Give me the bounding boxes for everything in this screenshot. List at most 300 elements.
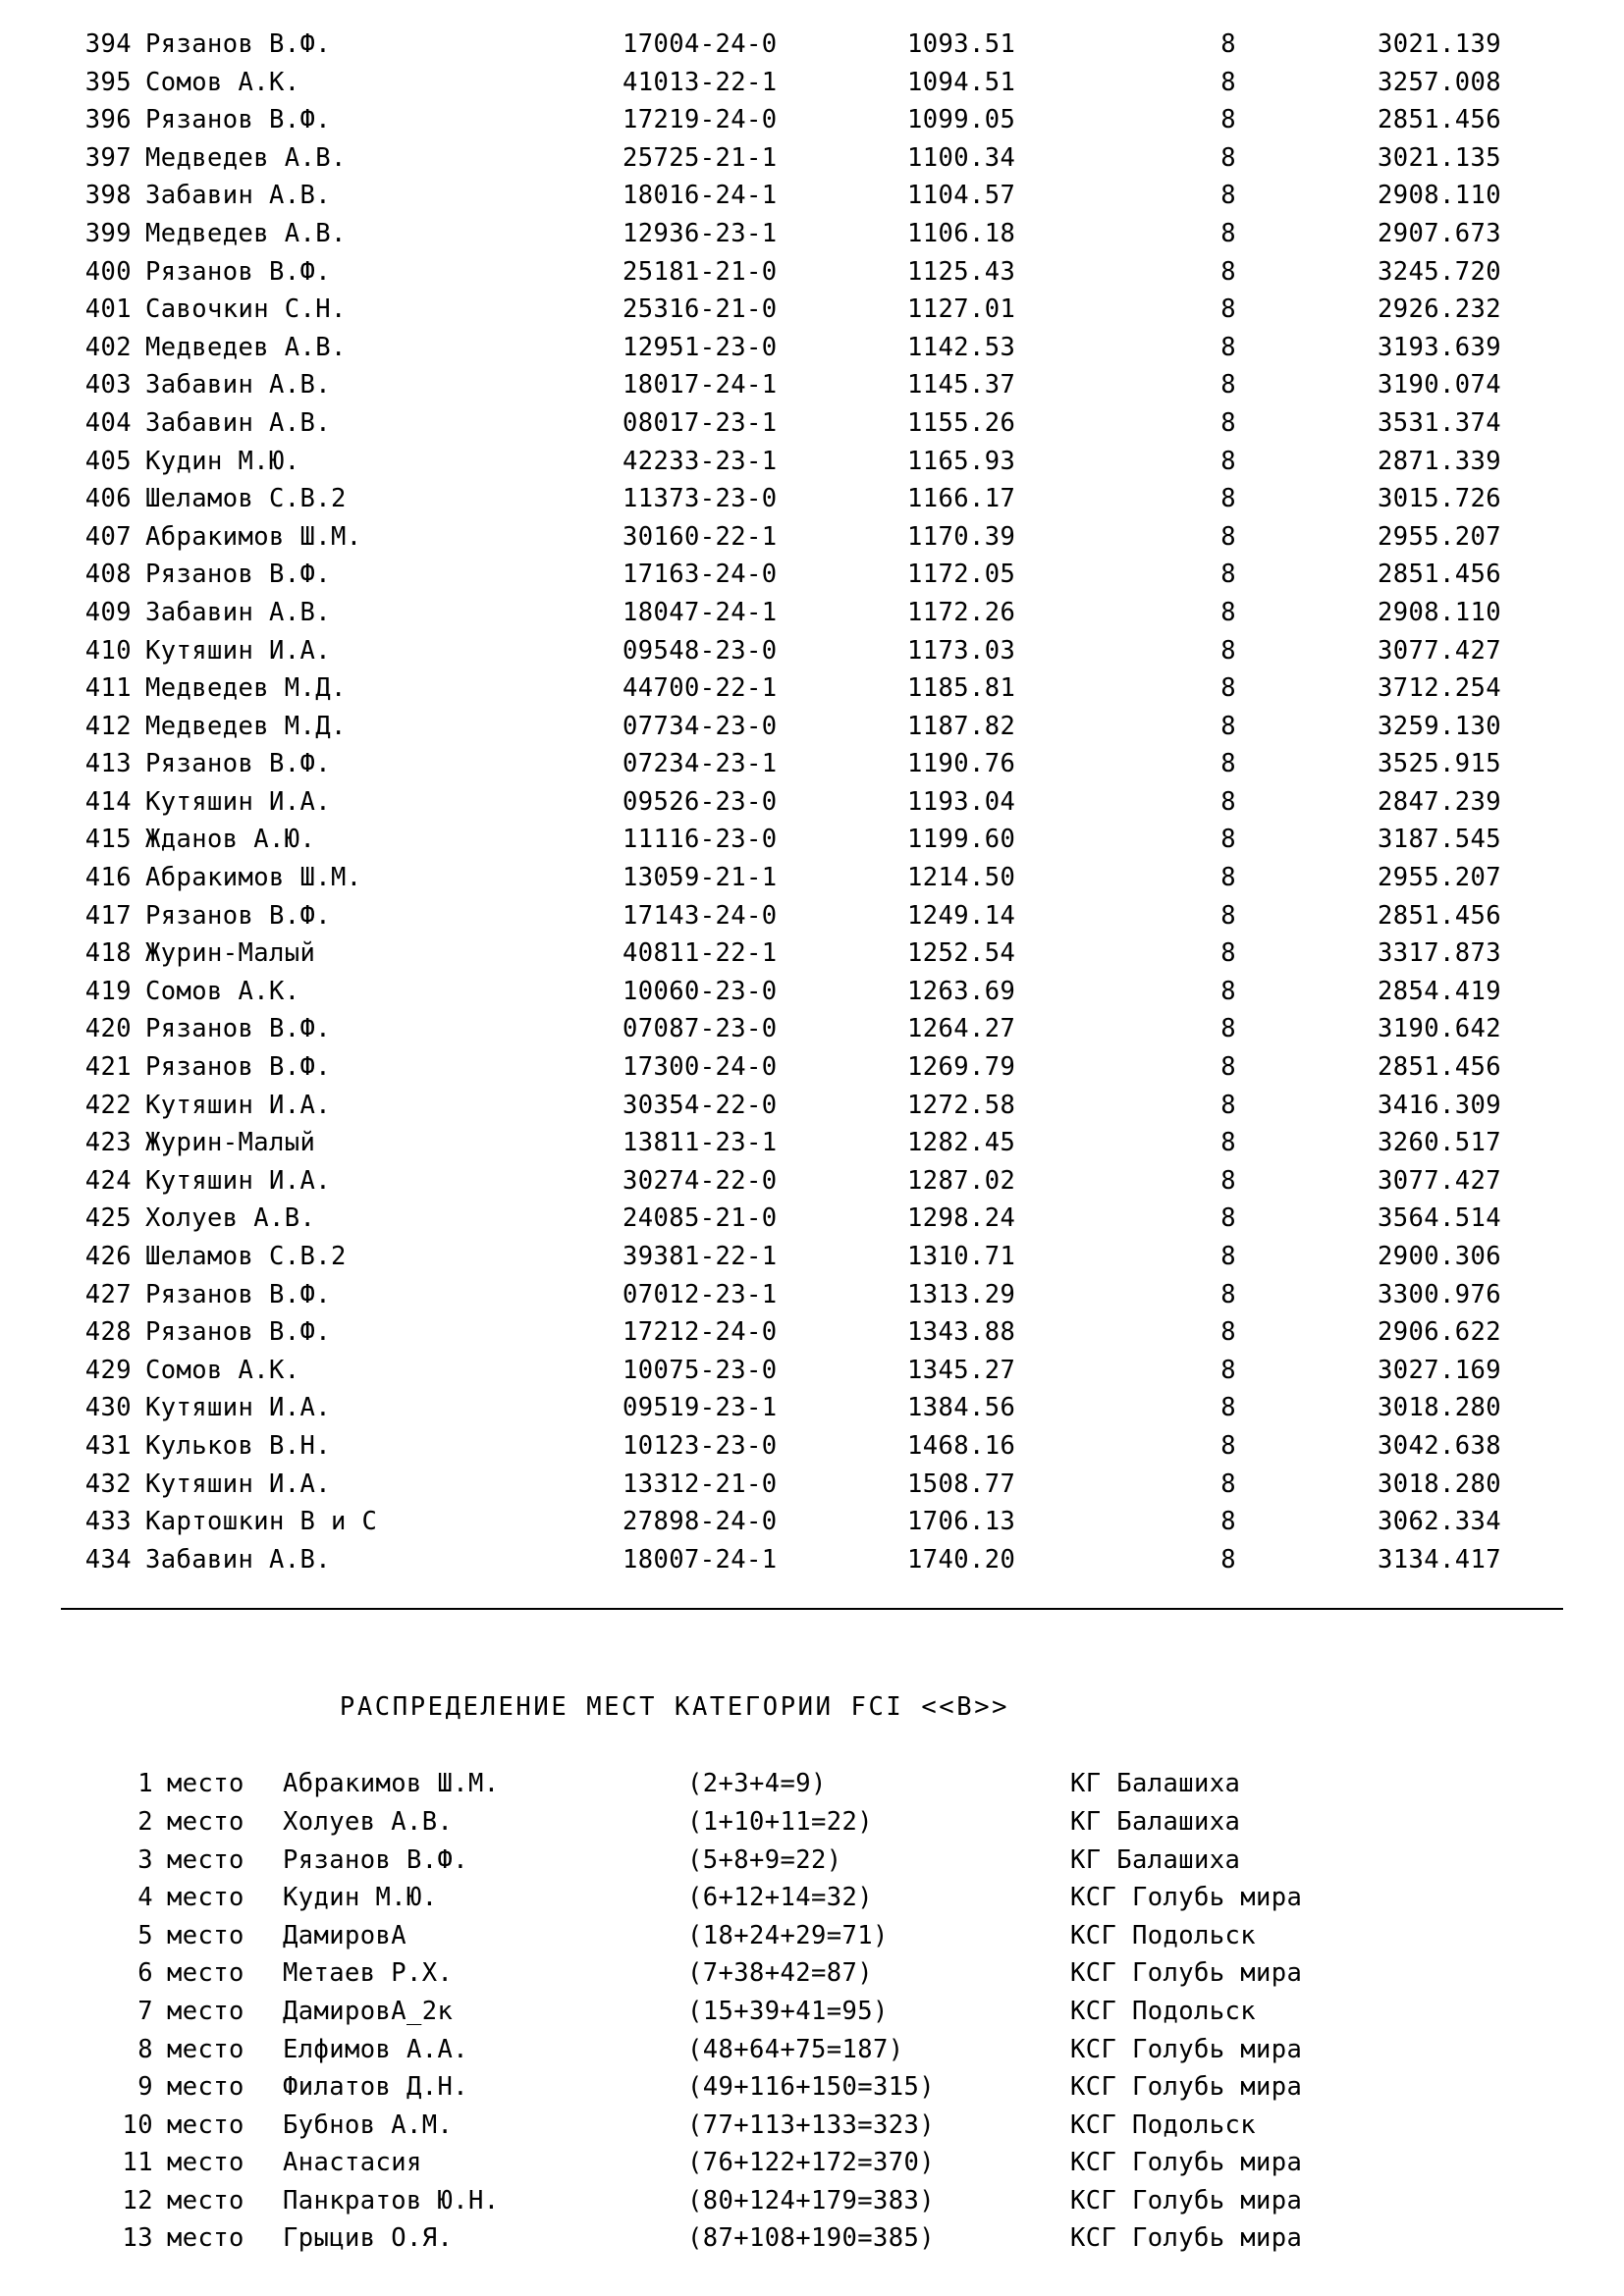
table-row (51, 1010, 1501, 1048)
row-code: 17004-24-0 (623, 29, 778, 59)
row-time: 1706.13 (907, 1507, 1016, 1537)
place-sum: (1+10+11=22) (687, 1806, 874, 1837)
place-word: место (167, 1844, 244, 1875)
row-rank: 410 (84, 635, 132, 666)
row-code: 17219-24-0 (623, 105, 778, 135)
place-number: 10 (122, 2109, 153, 2140)
place-row (98, 1954, 1483, 1993)
row-distance: 3077.427 (1377, 635, 1501, 666)
row-distance: 2851.456 (1377, 560, 1501, 590)
table-row (51, 443, 1501, 481)
row-rank: 412 (84, 711, 132, 741)
row-name: Картошкин В и С (145, 1507, 378, 1537)
row-code: 07734-23-0 (623, 711, 778, 741)
row-time: 1298.24 (907, 1203, 1016, 1234)
row-name: Жданов А.Ю. (145, 825, 316, 855)
table-row (51, 594, 1501, 632)
row-code: 07012-23-1 (623, 1279, 778, 1309)
place-club: КСГ Голубь мира (1070, 2072, 1303, 2103)
table-row (51, 934, 1501, 973)
place-row (98, 1765, 1483, 1803)
table-row (51, 1276, 1501, 1314)
row-group: 8 (1220, 1165, 1236, 1196)
row-distance: 2907.673 (1377, 218, 1501, 248)
place-name: ДамировА_2к (283, 1996, 454, 2026)
place-club: КСГ Подольск (1070, 1920, 1257, 1950)
row-code: 07234-23-1 (623, 749, 778, 779)
row-name: Кутяшин И.А. (145, 1165, 332, 1196)
row-group: 8 (1220, 938, 1236, 969)
row-time: 1125.43 (907, 256, 1016, 287)
place-club: КСГ Подольск (1070, 1996, 1257, 2026)
place-number: 1 (137, 1769, 153, 1799)
row-rank: 397 (84, 142, 132, 173)
place-word: место (167, 2148, 244, 2178)
row-rank: 428 (84, 1317, 132, 1348)
place-number: 6 (137, 1958, 153, 1989)
place-word: место (167, 1996, 244, 2026)
row-name: Рязанов В.Ф. (145, 1317, 332, 1348)
row-group: 8 (1220, 294, 1236, 325)
row-code: 09526-23-0 (623, 786, 778, 817)
place-sum: (2+3+4=9) (687, 1769, 827, 1799)
place-word: место (167, 2072, 244, 2103)
table-row (51, 745, 1501, 783)
place-word: место (167, 2223, 244, 2254)
row-rank: 416 (84, 863, 132, 893)
row-distance: 2851.456 (1377, 1052, 1501, 1083)
place-sum: (18+24+29=71) (687, 1920, 889, 1950)
row-code: 18007-24-1 (623, 1544, 778, 1575)
row-distance: 3416.309 (1377, 1090, 1501, 1120)
row-group: 8 (1220, 218, 1236, 248)
row-time: 1272.58 (907, 1090, 1016, 1120)
row-code: 25316-21-0 (623, 294, 778, 325)
row-code: 30274-22-0 (623, 1165, 778, 1196)
row-time: 1384.56 (907, 1393, 1016, 1423)
row-distance: 3564.514 (1377, 1203, 1501, 1234)
row-time: 1142.53 (907, 332, 1016, 362)
row-time: 1099.05 (907, 105, 1016, 135)
table-row (51, 1087, 1501, 1125)
row-distance: 3015.726 (1377, 484, 1501, 514)
row-distance: 2926.232 (1377, 294, 1501, 325)
row-name: Кутяшин И.А. (145, 635, 332, 666)
row-rank: 406 (84, 484, 132, 514)
row-distance: 3245.720 (1377, 256, 1501, 287)
row-code: 11373-23-0 (623, 484, 778, 514)
row-distance: 3018.280 (1377, 1468, 1501, 1499)
place-sum: (76+122+172=370) (687, 2148, 936, 2178)
row-distance: 3021.135 (1377, 142, 1501, 173)
row-time: 1199.60 (907, 825, 1016, 855)
place-number: 11 (122, 2148, 153, 2178)
row-distance: 3260.517 (1377, 1128, 1501, 1158)
row-code: 30160-22-1 (623, 521, 778, 552)
place-sum: (5+8+9=22) (687, 1844, 842, 1875)
row-group: 8 (1220, 825, 1236, 855)
row-rank: 396 (84, 105, 132, 135)
row-time: 1170.39 (907, 521, 1016, 552)
places-table (98, 1765, 1483, 2258)
row-group: 8 (1220, 1203, 1236, 1234)
place-row (98, 1879, 1483, 1917)
place-club: КСГ Голубь мира (1070, 1958, 1303, 1989)
row-code: 12936-23-1 (623, 218, 778, 248)
row-name: Медведев А.В. (145, 218, 347, 248)
table-row (51, 1466, 1501, 1504)
place-name: Бубнов А.М. (283, 2109, 454, 2140)
row-name: Забавин А.В. (145, 1544, 332, 1575)
place-club: КСГ Голубь мира (1070, 2034, 1303, 2064)
row-name: Кутяшин И.А. (145, 1090, 332, 1120)
row-distance: 3257.008 (1377, 67, 1501, 97)
row-name: Сомов А.К. (145, 67, 300, 97)
place-sum: (87+108+190=385) (687, 2223, 936, 2254)
row-distance: 3712.254 (1377, 673, 1501, 704)
place-club: КСГ Голубь мира (1070, 2148, 1303, 2178)
row-code: 24085-21-0 (623, 1203, 778, 1234)
table-row (51, 1503, 1501, 1541)
row-name: Кутяшин И.А. (145, 1468, 332, 1499)
place-word: место (167, 1958, 244, 1989)
row-distance: 2900.306 (1377, 1242, 1501, 1271)
row-group: 8 (1220, 181, 1236, 211)
place-number: 13 (122, 2223, 153, 2254)
place-sum: (48+64+75=187) (687, 2034, 904, 2064)
row-code: 41013-22-1 (623, 67, 778, 97)
row-name: Холуев А.В. (145, 1203, 316, 1234)
row-rank: 434 (84, 1544, 132, 1575)
row-group: 8 (1220, 1242, 1236, 1271)
table-row (51, 1427, 1501, 1466)
row-time: 1106.18 (907, 218, 1016, 248)
row-code: 09548-23-0 (623, 635, 778, 666)
row-time: 1172.05 (907, 560, 1016, 590)
row-name: Рязанов В.Ф. (145, 900, 332, 931)
row-time: 1508.77 (907, 1468, 1016, 1499)
row-rank: 402 (84, 332, 132, 362)
row-distance: 3018.280 (1377, 1393, 1501, 1423)
row-group: 8 (1220, 1393, 1236, 1423)
place-club: КГ Балашиха (1070, 1806, 1241, 1837)
row-time: 1345.27 (907, 1355, 1016, 1385)
row-name: Забавин А.В. (145, 407, 332, 438)
row-group: 8 (1220, 1128, 1236, 1158)
place-row (98, 2031, 1483, 2069)
place-club: КСГ Подольск (1070, 2109, 1257, 2140)
row-name: Медведев М.Д. (145, 673, 347, 704)
row-group: 8 (1220, 370, 1236, 400)
row-code: 18017-24-1 (623, 370, 778, 400)
row-code: 10123-23-0 (623, 1430, 778, 1461)
row-name: Рязанов В.Ф. (145, 1014, 332, 1044)
row-rank: 417 (84, 900, 132, 931)
table-row (51, 1238, 1501, 1276)
row-rank: 429 (84, 1355, 132, 1385)
row-group: 8 (1220, 105, 1236, 135)
row-rank: 415 (84, 825, 132, 855)
row-rank: 425 (84, 1203, 132, 1234)
row-group: 8 (1220, 900, 1236, 931)
row-group: 8 (1220, 976, 1236, 1006)
table-row (51, 291, 1501, 329)
row-rank: 404 (84, 407, 132, 438)
row-code: 42233-23-1 (623, 446, 778, 476)
place-name: Грыцив О.Я. (283, 2223, 454, 2254)
table-row (51, 632, 1501, 670)
row-distance: 3134.417 (1377, 1544, 1501, 1575)
place-name: Филатов Д.Н. (283, 2072, 469, 2103)
row-time: 1249.14 (907, 900, 1016, 931)
place-word: место (167, 2109, 244, 2140)
row-time: 1264.27 (907, 1014, 1016, 1044)
row-distance: 2851.456 (1377, 900, 1501, 931)
place-name: Метаев Р.Х. (283, 1958, 454, 1989)
row-distance: 3021.139 (1377, 29, 1501, 59)
table-row (51, 404, 1501, 443)
row-group: 8 (1220, 256, 1236, 287)
row-rank: 420 (84, 1014, 132, 1044)
place-number: 3 (137, 1844, 153, 1875)
row-time: 1145.37 (907, 370, 1016, 400)
row-distance: 3042.638 (1377, 1430, 1501, 1461)
place-club: КГ Балашиха (1070, 1844, 1241, 1875)
row-rank: 419 (84, 976, 132, 1006)
row-time: 1093.51 (907, 29, 1016, 59)
places-section-title: РАСПРЕДЕЛЕНИЕ МЕСТ КАТЕГОРИИ FCI <<B>> (339, 1692, 1010, 1723)
row-name: Медведев М.Д. (145, 711, 347, 741)
place-sum: (6+12+14=32) (687, 1883, 874, 1913)
row-name: Сомов А.К. (145, 1355, 300, 1385)
row-group: 8 (1220, 1507, 1236, 1537)
row-code: 13059-21-1 (623, 863, 778, 893)
row-group: 8 (1220, 332, 1236, 362)
table-row (51, 329, 1501, 367)
row-code: 10075-23-0 (623, 1355, 778, 1385)
row-distance: 3190.642 (1377, 1014, 1501, 1044)
table-row (51, 64, 1501, 102)
row-group: 8 (1220, 521, 1236, 552)
table-row (51, 26, 1501, 64)
row-rank: 432 (84, 1468, 132, 1499)
place-sum: (49+116+150=315) (687, 2072, 936, 2103)
row-distance: 3187.545 (1377, 825, 1501, 855)
row-distance: 3525.915 (1377, 749, 1501, 779)
row-time: 1190.76 (907, 749, 1016, 779)
row-group: 8 (1220, 1014, 1236, 1044)
row-group: 8 (1220, 446, 1236, 476)
row-code: 18047-24-1 (623, 597, 778, 627)
table-row (51, 973, 1501, 1011)
place-number: 9 (137, 2072, 153, 2103)
table-row (51, 1352, 1501, 1390)
row-name: Забавин А.В. (145, 181, 332, 211)
row-rank: 414 (84, 786, 132, 817)
table-row (51, 253, 1501, 292)
row-rank: 418 (84, 938, 132, 969)
place-word: место (167, 1883, 244, 1913)
row-rank: 411 (84, 673, 132, 704)
row-name: Рязанов В.Ф. (145, 105, 332, 135)
row-group: 8 (1220, 749, 1236, 779)
row-code: 30354-22-0 (623, 1090, 778, 1120)
place-row (98, 2182, 1483, 2220)
row-code: 12951-23-0 (623, 332, 778, 362)
row-distance: 3317.873 (1377, 938, 1501, 969)
row-time: 1310.71 (907, 1242, 1016, 1271)
row-distance: 2871.339 (1377, 446, 1501, 476)
place-name: Рязанов В.Ф. (283, 1844, 469, 1875)
row-name: Савочкин С.Н. (145, 294, 347, 325)
row-rank: 422 (84, 1090, 132, 1120)
table-row (51, 139, 1501, 178)
row-time: 1172.26 (907, 597, 1016, 627)
row-code: 17143-24-0 (623, 900, 778, 931)
table-row (51, 821, 1501, 859)
place-sum: (80+124+179=383) (687, 2185, 936, 2216)
row-group: 8 (1220, 786, 1236, 817)
row-time: 1155.26 (907, 407, 1016, 438)
table-row (51, 101, 1501, 139)
row-code: 13312-21-0 (623, 1468, 778, 1499)
row-name: Абракимов Ш.М. (145, 521, 362, 552)
row-rank: 398 (84, 181, 132, 211)
row-distance: 3300.976 (1377, 1279, 1501, 1309)
place-number: 12 (122, 2185, 153, 2216)
row-rank: 407 (84, 521, 132, 552)
row-time: 1193.04 (907, 786, 1016, 817)
place-club: КГ Балашиха (1070, 1769, 1241, 1799)
table-row (51, 518, 1501, 557)
row-time: 1127.01 (907, 294, 1016, 325)
place-name: Елфимов А.А. (283, 2034, 469, 2064)
row-group: 8 (1220, 1544, 1236, 1575)
row-rank: 413 (84, 749, 132, 779)
row-name: Сомов А.К. (145, 976, 300, 1006)
row-rank: 431 (84, 1430, 132, 1461)
table-row (51, 859, 1501, 897)
row-time: 1166.17 (907, 484, 1016, 514)
row-name: Кутяшин И.А. (145, 1393, 332, 1423)
table-row (51, 1389, 1501, 1427)
row-group: 8 (1220, 673, 1236, 704)
results-table (51, 26, 1501, 1578)
row-distance: 2847.239 (1377, 786, 1501, 817)
row-distance: 2854.419 (1377, 976, 1501, 1006)
row-name: Медведев А.В. (145, 142, 347, 173)
row-rank: 427 (84, 1279, 132, 1309)
table-row (51, 783, 1501, 822)
table-row (51, 177, 1501, 215)
row-code: 44700-22-1 (623, 673, 778, 704)
place-name: Холуев А.В. (283, 1806, 454, 1837)
section-divider (61, 1608, 1563, 1610)
row-code: 10060-23-0 (623, 976, 778, 1006)
row-code: 40811-22-1 (623, 938, 778, 969)
row-distance: 3062.334 (1377, 1507, 1501, 1537)
row-group: 8 (1220, 29, 1236, 59)
place-sum: (7+38+42=87) (687, 1958, 874, 1989)
table-row (51, 1048, 1501, 1087)
row-name: Журин-Малый (145, 1128, 316, 1158)
place-name: Анастасия (283, 2148, 422, 2178)
row-distance: 3193.639 (1377, 332, 1501, 362)
place-word: место (167, 2034, 244, 2064)
row-group: 8 (1220, 560, 1236, 590)
table-row (51, 1313, 1501, 1352)
row-name: Рязанов В.Ф. (145, 749, 332, 779)
row-distance: 2955.207 (1377, 863, 1501, 893)
row-distance: 2851.456 (1377, 105, 1501, 135)
row-distance: 3259.130 (1377, 711, 1501, 741)
row-code: 07087-23-0 (623, 1014, 778, 1044)
row-distance: 3027.169 (1377, 1355, 1501, 1385)
table-row (51, 1162, 1501, 1201)
row-rank: 430 (84, 1393, 132, 1423)
row-name: Забавин А.В. (145, 370, 332, 400)
row-group: 8 (1220, 1430, 1236, 1461)
row-rank: 394 (84, 29, 132, 59)
row-time: 1282.45 (907, 1128, 1016, 1158)
row-time: 1104.57 (907, 181, 1016, 211)
row-rank: 399 (84, 218, 132, 248)
place-number: 8 (137, 2034, 153, 2064)
row-name: Рязанов В.Ф. (145, 29, 332, 59)
row-rank: 403 (84, 370, 132, 400)
row-distance: 2908.110 (1377, 181, 1501, 211)
row-name: Рязанов В.Ф. (145, 1279, 332, 1309)
row-distance: 3531.374 (1377, 407, 1501, 438)
row-distance: 2906.622 (1377, 1317, 1501, 1348)
row-time: 1343.88 (907, 1317, 1016, 1348)
row-time: 1187.82 (907, 711, 1016, 741)
row-group: 8 (1220, 1317, 1236, 1348)
row-time: 1468.16 (907, 1430, 1016, 1461)
place-sum: (15+39+41=95) (687, 1996, 889, 2026)
table-row (51, 366, 1501, 404)
table-row (51, 669, 1501, 708)
row-rank: 409 (84, 597, 132, 627)
row-name: Кульков В.Н. (145, 1430, 332, 1461)
row-code: 17163-24-0 (623, 560, 778, 590)
row-group: 8 (1220, 1090, 1236, 1120)
row-rank: 433 (84, 1507, 132, 1537)
row-group: 8 (1220, 484, 1236, 514)
row-rank: 401 (84, 294, 132, 325)
place-row (98, 2068, 1483, 2107)
row-name: Рязанов В.Ф. (145, 1052, 332, 1083)
row-name: Шеламов С.В.2 (145, 1242, 347, 1271)
row-group: 8 (1220, 1052, 1236, 1083)
row-group: 8 (1220, 67, 1236, 97)
row-group: 8 (1220, 142, 1236, 173)
row-name: Абракимов Ш.М. (145, 863, 362, 893)
row-rank: 405 (84, 446, 132, 476)
table-row (51, 708, 1501, 746)
row-distance: 2908.110 (1377, 597, 1501, 627)
place-word: место (167, 1806, 244, 1837)
row-time: 1269.79 (907, 1052, 1016, 1083)
row-code: 39381-22-1 (623, 1242, 778, 1271)
row-code: 09519-23-1 (623, 1393, 778, 1423)
place-name: Кудин М.Ю. (283, 1883, 438, 1913)
row-distance: 2955.207 (1377, 521, 1501, 552)
place-club: КСГ Голубь мира (1070, 2185, 1303, 2216)
row-rank: 400 (84, 256, 132, 287)
place-name: ДамировА (283, 1920, 407, 1950)
row-rank: 426 (84, 1242, 132, 1271)
